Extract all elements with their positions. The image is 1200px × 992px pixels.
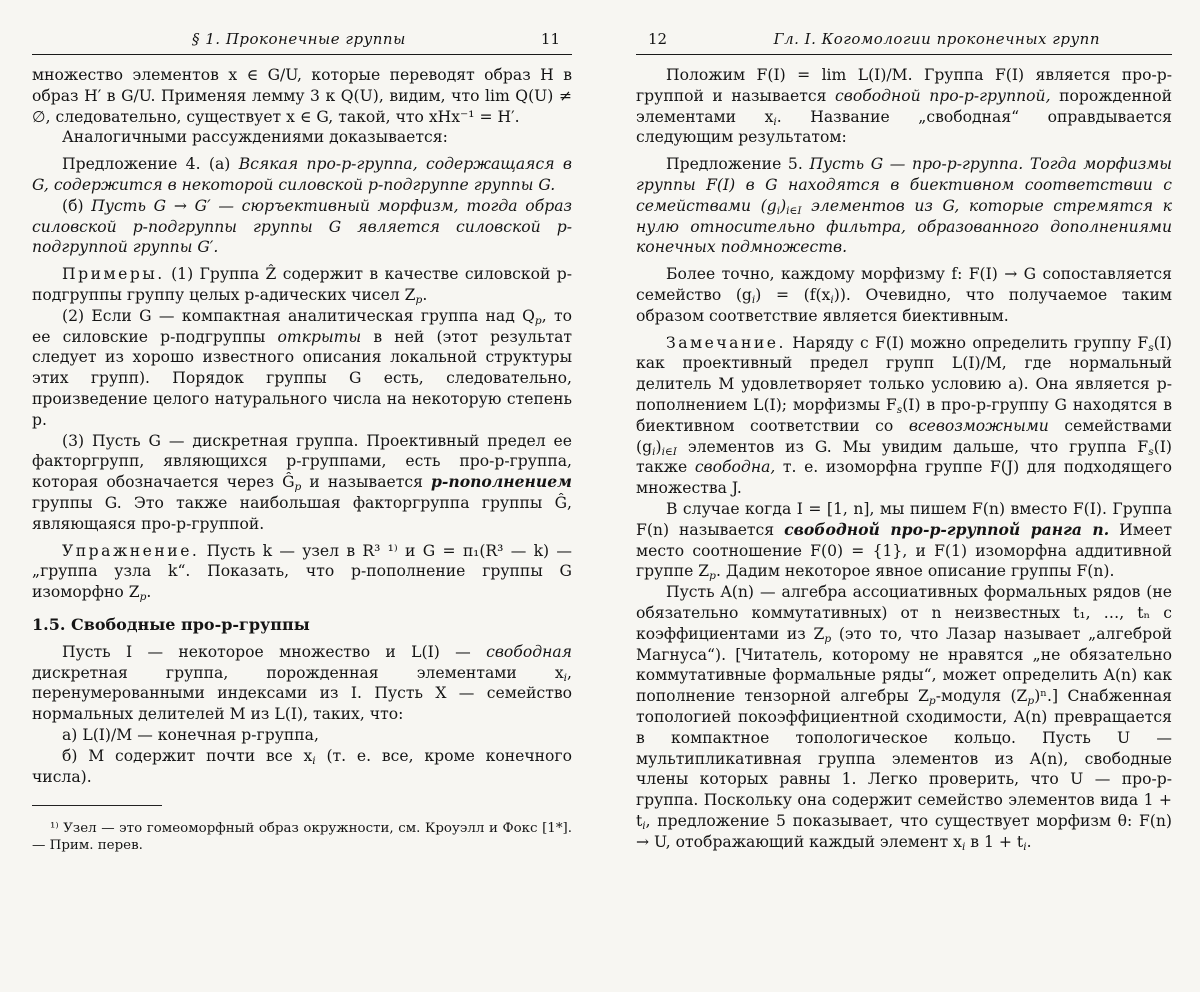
left-paragraph — [32, 127, 572, 148]
text-run: . Дадим некоторое явное описание группы F(n). — [716, 562, 1115, 580]
text-run: Наряду с F(I) можно определить группу F — [786, 334, 1148, 352]
text-run: -модуля (Z — [936, 687, 1028, 705]
left-page-body — [32, 65, 572, 787]
subscript: i — [642, 820, 645, 832]
right-running-title: Гл. I. Когомологии проконечных групп — [774, 30, 1100, 48]
subscript: s — [1148, 446, 1153, 458]
text-run: в 1 + t — [965, 833, 1023, 851]
left-paragraph — [32, 725, 572, 746]
text-run: , перенумерованными индексами из I. Пусть X — семейство нормальных делителей M из L(I), таких, что: — [32, 664, 572, 724]
left-paragraph — [32, 541, 572, 603]
right-page-number: 12 — [648, 30, 667, 48]
left-running-title: § 1. Проконечные группы — [192, 30, 406, 48]
text-run: Прим. перев. — [50, 838, 143, 853]
text-run: Пусть G → G′ — сюръективный морфизм, тогда образ силовской p-подгруппы группы G является силовской p-подгруппой группы G′. — [32, 197, 572, 257]
footnote-rule — [32, 805, 162, 806]
subscript: p — [824, 633, 831, 645]
left-paragraph — [32, 746, 572, 788]
text-run: (I) также — [636, 438, 1172, 477]
subscript: i — [830, 294, 833, 306]
text-run: свободна, — [695, 458, 776, 476]
subscript: i — [962, 841, 965, 853]
text-run: (б) — [62, 197, 91, 215]
text-run: б) M содержит почти все x — [62, 747, 312, 765]
text-run: и называется — [301, 473, 431, 491]
subscript: p — [929, 695, 936, 707]
text-run: Пусть G — про-p-группа. Тогда морфизмы группы F(I) в G находятся в биективном соответствии с семействами (g — [636, 155, 1172, 215]
text-run: , то ее силовские p-подгруппы — [32, 307, 572, 346]
text-run: . — [422, 286, 427, 304]
text-run: Предложение 4. (а) — [62, 155, 239, 173]
right-running-head — [636, 30, 1172, 55]
text-run: p-пополнением — [431, 472, 572, 491]
subscript: i∈I — [786, 205, 801, 217]
right-paragraph — [636, 65, 1172, 148]
text-run: Положим F(I) = lim L(I)/M. Группа F(I) является про-p-группой и называется — [636, 66, 1172, 105]
subscript: p — [140, 591, 147, 603]
left-paragraph — [32, 65, 572, 127]
subscript: i — [773, 116, 776, 128]
subscript: p — [709, 570, 716, 582]
text-run: т. е. изоморфна группе F(J) для подходящего множества J. — [636, 458, 1172, 497]
left-paragraph — [32, 431, 572, 535]
right-page — [636, 30, 1172, 852]
subscript: p — [416, 294, 423, 306]
subscript: p — [1027, 695, 1034, 707]
subscript: p — [535, 315, 542, 327]
footnote — [32, 820, 572, 855]
left-paragraph — [32, 154, 572, 196]
text-run: свободная — [486, 643, 572, 661]
text-run: Аналогичными рассуждениями доказывается: — [62, 128, 448, 146]
text-run: открыты — [277, 328, 361, 346]
text-run: (2) Если G — компактная аналитическая группа над Q — [62, 307, 535, 325]
text-run: . Название „свободная“ оправдывается следующим результатом: — [636, 108, 1172, 147]
text-run: Пусть k — узел в R³ ¹⁾ и G = π₁(R³ — k) — „группа узла k“. Показать, что p-пополнение группы G изоморфно Z — [32, 542, 572, 602]
text-run: группы G. Это также наибольшая факторгруппа группы Ĝ, являющаяся про-p-группой. — [32, 494, 572, 533]
text-run: (3) Пусть G — дискретная группа. Проективный предел ее факторгрупп, являющихся p-группами, есть про-p-группа, которая обозначается через Ĝ — [32, 432, 572, 492]
left-paragraph — [32, 196, 572, 258]
text-run: ) — [655, 438, 661, 456]
text-run: порожденной элементами x — [636, 87, 1172, 126]
text-run: . — [1027, 833, 1032, 851]
left-paragraph — [32, 306, 572, 431]
text-run: в ней (этот результат следует из хорошо известного описания локальной структуры этих групп). Порядок группы G есть, следовательно, произведение целого натурального числа на некоторую степень p. — [32, 328, 572, 429]
text-run: (I) в про-p-группу G находятся в биективном соответствии со — [636, 396, 1172, 435]
text-run: ) — [780, 197, 786, 215]
text-run: а) L(I)/M — конечная p-группа, — [62, 726, 319, 744]
subscript: p — [295, 481, 302, 493]
text-run: (т. е. все, кроме конечного числа). — [32, 747, 572, 786]
text-run: Замечание. — [666, 334, 786, 352]
left-paragraph — [32, 264, 572, 306]
right-paragraph — [636, 333, 1172, 499]
text-run: ) = (f(x — [755, 286, 830, 304]
right-paragraph — [636, 154, 1172, 258]
text-run: )ⁿ.] Снабженная топологией покоэффициентной сходимости, A(n) превращается в компактное топологическое кольцо. Пусть U — мультипликативная группа элементов из A(n), свободные члены которых равны 1. Легко проверить, что U — про-p-группа. Поскольку она содержит семейство элементов вида 1 + t — [636, 687, 1172, 830]
right-paragraph — [636, 582, 1172, 852]
right-page-body — [636, 65, 1172, 852]
right-paragraph — [636, 499, 1172, 582]
text-run: (1) Группа Ẑ содержит в качестве силовской p-подгруппы группу целых p-адических чисел Z — [32, 265, 572, 304]
subscript: i — [752, 294, 755, 306]
text-run: Более точно, каждому морфизму f: F(I) → G сопоставляется семейство (g — [636, 265, 1172, 304]
subscript: i∈I — [662, 446, 677, 458]
book-spread — [0, 0, 1200, 992]
subscript: s — [897, 404, 902, 416]
text-run: свободной про-p-группой, — [835, 87, 1051, 105]
text-run: семействами (g — [636, 417, 1172, 456]
text-run: всевозможными — [909, 417, 1049, 435]
text-run: В случае когда I = [1, n], мы пишем F(n) вместо F(I). Группа F(n) называется — [636, 500, 1172, 539]
text-run: ¹⁾ Узел — это гомеоморфный образ окружности, см. Кроуэлл и Фокс [1*]. — — [32, 821, 572, 854]
text-run: Предложение 5. — [666, 155, 809, 173]
text-run: дискретная группа, порожденная элементами x — [32, 664, 564, 682]
text-run: множество элементов x ∈ G/U, которые переводят образ H в образ H′ в G/U. Применяя лемму 3 к Q(U), видим, что lim Q(U) ≠ ∅, следовательно, существует x ∈ G, такой, что xHx⁻¹ = H′. — [32, 66, 572, 126]
subscript: i — [312, 755, 315, 767]
text-run: свободной про-p-группой ранга n. — [784, 520, 1109, 539]
left-page — [32, 30, 572, 868]
text-run: Пусть A(n) — алгебра ассоциативных формальных рядов (не обязательно коммутативных) от n неизвестных t₁, …, tₙ с коэффициентами из Z — [636, 583, 1172, 643]
text-run: Пусть I — некоторое множество и L(I) — — [62, 643, 486, 661]
text-run: . — [146, 583, 151, 601]
text-run: Всякая про-p-группа, содержащаяся в G, содержится в некоторой силовской p-подгруппе группы G. — [32, 155, 572, 194]
text-run: элементов из G. Мы увидим дальше, что группа F — [677, 438, 1148, 456]
text-run: )). Очевидно, что получаемое таким образом соответствие является биективным. — [636, 286, 1172, 325]
text-run: 1.5. Свободные про-p-группы — [32, 615, 310, 634]
left-running-head — [32, 30, 572, 55]
left-paragraph — [32, 642, 572, 725]
text-run: (это то, что Лазар называет „алгеброй Магнуса“). [Читатель, которому не нравятся „не обязательно коммутативные формальные ряды“, может определить A(n) как пополнение тензорной алгебры Z — [636, 625, 1172, 705]
text-run: Упражнение. — [62, 542, 199, 560]
subscript: i — [652, 446, 655, 458]
left-page-number: 11 — [541, 30, 560, 48]
text-run: , предложение 5 показывает, что существует морфизм θ: F(n) → U, отображающий каждый элемент x — [636, 812, 1172, 851]
text-run: элементов из G, которые стремятся к нулю относительно фильтра, образованного дополнениями конечных подмножеств. — [636, 197, 1172, 257]
subscript: i — [1023, 841, 1026, 853]
section-heading — [32, 615, 572, 636]
text-run: Имеет место соотношение F(0) = {1}, и F(1) изоморфна аддитивной группе Z — [636, 521, 1172, 581]
text-run: (I) как проективный предел групп L(I)/M, где нормальный делитель M удовлетворяет только условию а). Она является p-пополнением L(I); морфизмы F — [636, 334, 1172, 414]
text-run: Примеры. — [62, 265, 165, 283]
subscript: i — [564, 671, 567, 683]
subscript: i — [777, 205, 780, 217]
subscript: s — [1148, 342, 1153, 354]
right-paragraph — [636, 264, 1172, 326]
